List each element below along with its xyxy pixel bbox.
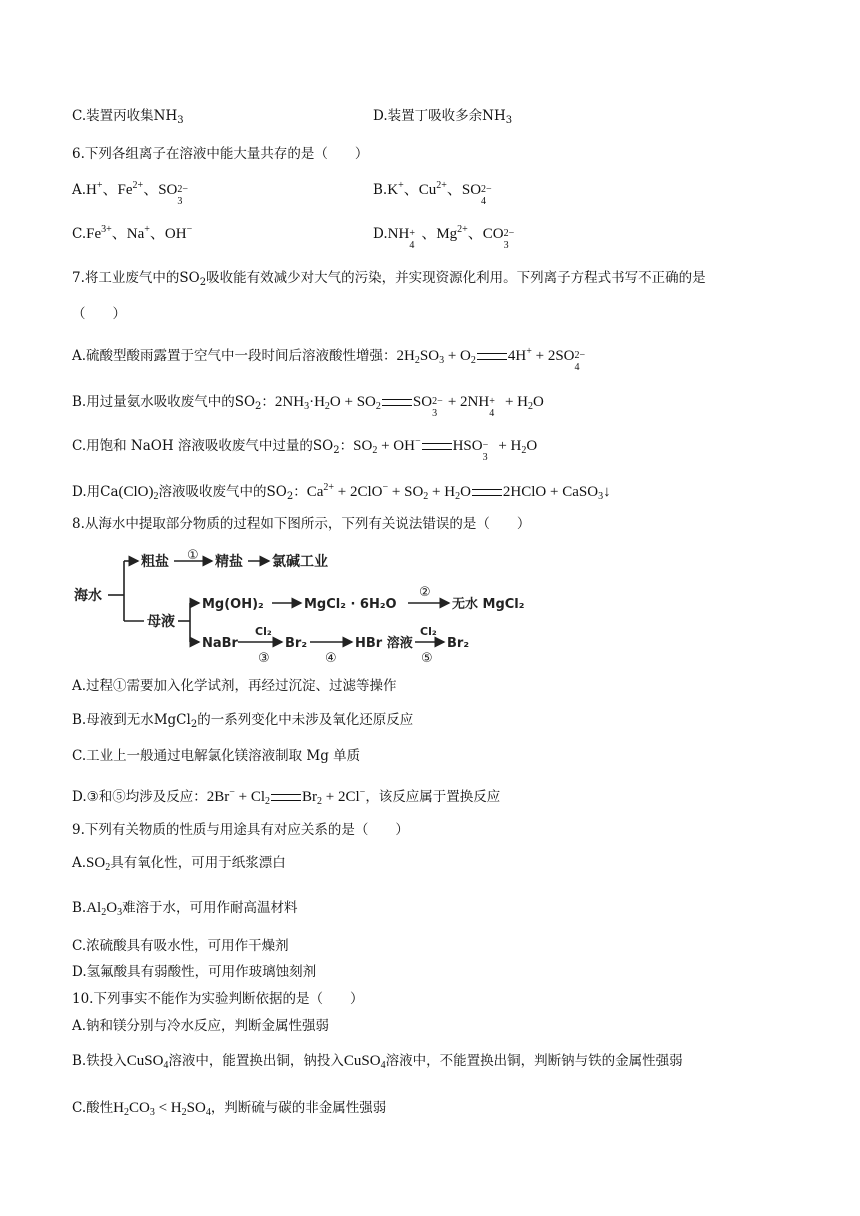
diagram-chlor-alkali: 氯碱工业 bbox=[272, 554, 328, 570]
diagram-mother-liquor: 母液 bbox=[147, 614, 175, 630]
q6-option-d: D.NH + 4 、$Mg^{2+}$、CO 2− 3 bbox=[373, 224, 515, 251]
diagram-mgoh2: Mg(OH)₂ bbox=[202, 597, 264, 612]
q6-option-a: A.H+、$Fe^{2+}$、SO 2− 3 bbox=[72, 180, 189, 207]
q9-option-c: C.浓硫酸具有吸水性，可用作干燥剂 bbox=[72, 938, 289, 954]
diagram-cl2-2: Cl₂ bbox=[420, 625, 437, 638]
q9-stem: 9.下列有关物质的性质与用途具有对应关系的是（ ） bbox=[72, 822, 409, 838]
q8-stem: 8.从海水中提取部分物质的过程如下图所示，下列有关说法错误的是（ ） bbox=[72, 516, 531, 532]
diagram-nabr: NaBr bbox=[202, 636, 238, 651]
q8-option-c: C.工业上一般通过电解氯化镁溶液制取 Mg 单质 bbox=[72, 748, 361, 764]
q10-option-c: C.酸性$H_2CO_3 < H_2SO_4$，判断硫与碳的非金属性强弱 bbox=[72, 1100, 387, 1118]
q5-option-c: C.装置丙收集$NH_3$ bbox=[72, 108, 184, 126]
q8-option-b: B.母液到无水MgCl$_2$的一系列变化中未涉及氧化还原反应 bbox=[72, 712, 414, 730]
diagram-br2-1: Br₂ bbox=[285, 636, 308, 651]
q7-stem-paren: （ ） bbox=[72, 306, 126, 322]
q6-option-b: B.K+、$Cu^{2+}$、SO 2− 4 bbox=[373, 180, 492, 207]
diagram-cl2-1: Cl₂ bbox=[255, 625, 272, 638]
diagram-crude-salt: 粗盐 bbox=[141, 554, 169, 570]
q7-option-a: A.硫酸型酸雨露置于空气中一段时间后溶液酸性增强：$2H_2SO_3 + O_2$ 4H+ + 2SO 2− 4 bbox=[72, 346, 586, 373]
q10-stem: 10.下列事实不能作为实验判断依据的是（ ） bbox=[72, 991, 364, 1007]
diagram-mgcl2-hydrate: MgCl₂ · 6H₂O bbox=[304, 597, 397, 612]
q9-option-d: D.氢氟酸具有弱酸性，可用作玻璃蚀刻剂 bbox=[72, 964, 317, 980]
q7-stem: 7.将工业废气中的$SO_2$吸收能有效减少对大气的污染，并实现资源化利用。下列离子方程式书写不正确的是 bbox=[72, 270, 706, 288]
diagram-br2-2: Br₂ bbox=[447, 636, 470, 651]
q7-option-b: B.用过量氨水吸收废气中的$SO_2$：$2NH_3\cdot H_2O + SO_2$ SO 2− 3 + 2NH + 4 + $H_2O$ bbox=[72, 394, 544, 419]
q9-option-a: $A.SO_2$具有氧化性，可用于纸浆漂白 bbox=[72, 855, 286, 873]
diagram-hbr: HBr 溶液 bbox=[355, 636, 413, 651]
seawater-extraction-diagram bbox=[72, 548, 542, 668]
q8-option-d: D.③和⑤均涉及反应：$2Br^- + Cl_2$ $Br_2 + 2Cl^-$，该反应属于置换反应 bbox=[72, 787, 501, 807]
q9-option-b: $B.Al_2O_3$难溶于水，可用作耐高温材料 bbox=[72, 900, 298, 918]
q7-option-d: D.用$Ca(ClO)_2$溶液吸收废气中的$SO_2$：$Ca^{2+} + 2ClO^- + SO_2 + H_2O$ 2HClO + CaSO$_3$↓ bbox=[72, 482, 611, 502]
q5-option-d: D.装置丁吸收多余$NH_3$ bbox=[373, 108, 513, 126]
q6-option-c: $C.Fe^{3+}$、Na+、OH− bbox=[72, 224, 193, 242]
q10-option-a: A.钠和镁分别与冷水反应，判断金属性强弱 bbox=[72, 1018, 330, 1034]
diagram-refined-salt: 精盐 bbox=[215, 554, 243, 570]
diagram-seawater: 海水 bbox=[74, 588, 102, 604]
diagram-step1: ① bbox=[187, 548, 199, 563]
q6-stem: 6.下列各组离子在溶液中能大量共存的是（ ） bbox=[72, 146, 369, 162]
diagram-step5: ⑤ bbox=[421, 651, 433, 666]
diagram-step4: ④ bbox=[325, 651, 337, 666]
diagram-anhydrous-mgcl2: 无水 MgCl₂ bbox=[452, 597, 525, 612]
diagram-step2: ② bbox=[419, 585, 431, 600]
diagram-step3: ③ bbox=[258, 651, 270, 666]
q10-option-b: B.铁投入CuSO$_4$溶液中，能置换出铜，钠投入CuSO$_4$溶液中，不能置换出铜，判断钠与铁的金属性强弱 bbox=[72, 1053, 683, 1071]
q7-option-c: C.用饱和 NaOH 溶液吸收废气中过量的$SO_2$：$SO_2 + OH^-$ HSO − 3 + $H_2O$ bbox=[72, 436, 538, 463]
q8-option-a: A.过程①需要加入化学试剂，再经过沉淀、过滤等操作 bbox=[72, 678, 397, 694]
